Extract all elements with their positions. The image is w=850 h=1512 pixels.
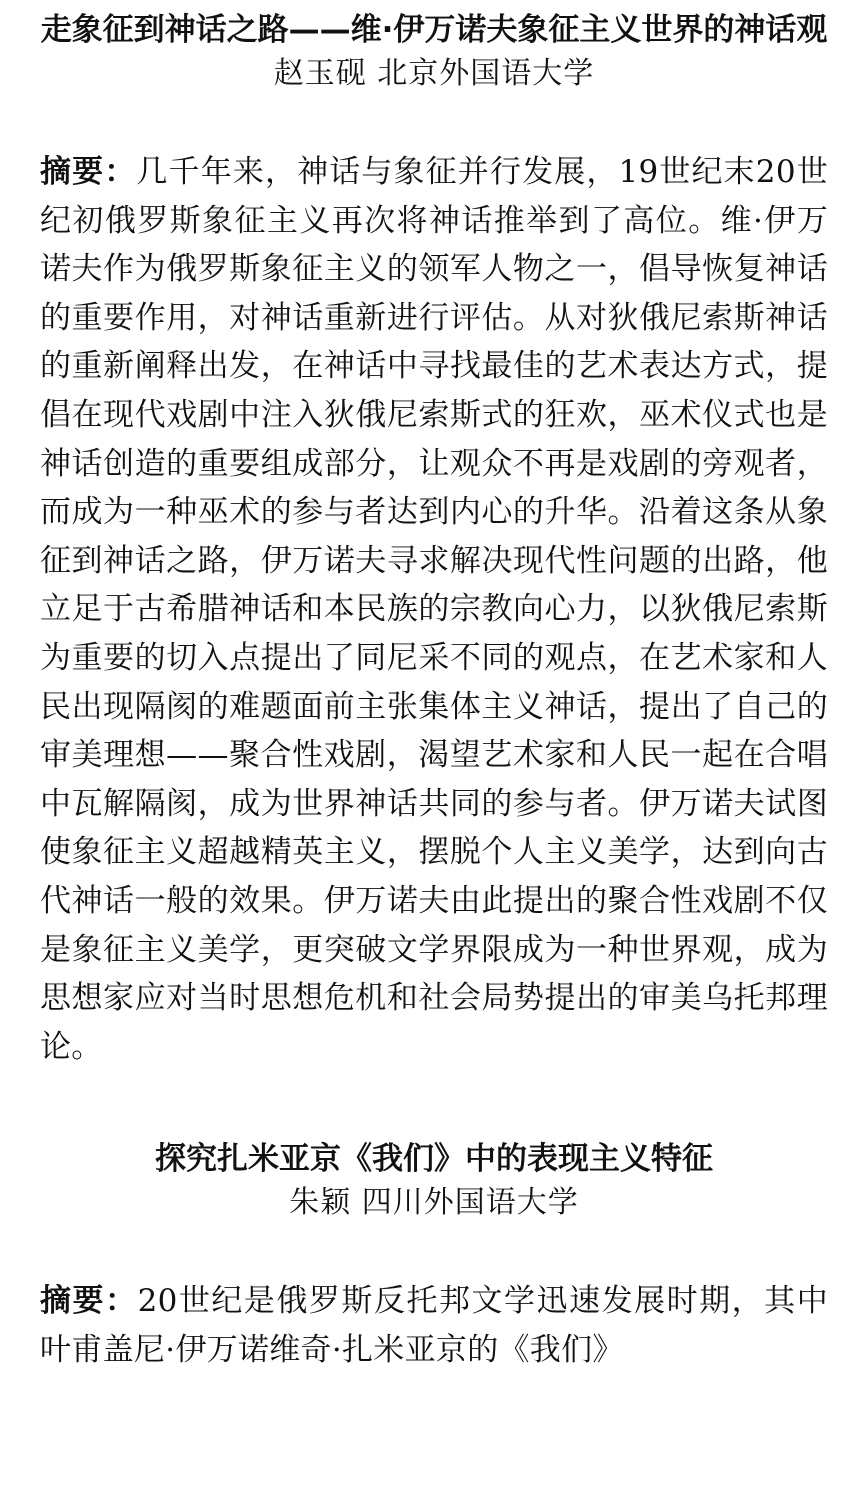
article-title: 探究扎米亚京《我们》中的表现主义特征 [155,1141,713,1178]
abstract-text: 20世纪是俄罗斯反托邦文学迅速发展时期，其中叶甫盖尼·伊万诺维奇·扎米亚京的《我们》 [40,1283,828,1368]
article-2 [40,1137,828,1374]
abstract-text: 几千年来，神话与象征并行发展，19世纪末20世纪初俄罗斯象征主义再次将神话推举到了高位。维·伊万诺夫作为俄罗斯象征主义的领军人物之一，倡导恢复神话的重要作用，对神话重新进行评估。从对狄俄尼索斯神话的重新阐释出发，在神话中寻找最佳的艺术表达方式，提倡在现代戏剧中注入狄俄尼索斯式的狂欢，巫术仪式也是神话创造的重要组成部分，让观众不再是戏剧的旁观者，而成为一种巫术的参与者达到内心的升华。沿着这条从象征到神话之路，伊万诺夫寻求解决现代性问题的出路，他立足于古希腊神话和本民族的宗教向心力，以狄俄尼索斯为重要的切入点提出了同尼采不同的观点，在艺术家和人民出现隔阂的难题面前主张集体主义神话，提出了自己的审美理想——聚合性戏剧，渴望艺术家和人民一起在合唱中瓦解隔阂，成为世界神话共同的参与者。伊万诺夫试图使象征主义超越精英主义，摆脱个人主义美学，达到向古代神话一般的效果。伊万诺夫由此提出的聚合性戏剧不仅是象征主义美学，更突破文学界限成为一种世界观，成为思想家应对当时思想危机和社会局势提出的审美乌托邦理论。 [40,154,828,1065]
abstract-label: 摘要： [40,154,137,190]
abstract-label: 摘要： [40,1283,138,1320]
article-author: 朱颖 四川外国语大学 [289,1185,579,1221]
article-title: 走象征到神话之路——维·伊万诺夫象征主义世界的神话观 [40,12,828,48]
article-abstract [40,1277,828,1374]
article-1 [40,8,828,1071]
article-author: 赵玉砚 北京外国语大学 [273,56,595,91]
article-abstract [40,148,828,1071]
